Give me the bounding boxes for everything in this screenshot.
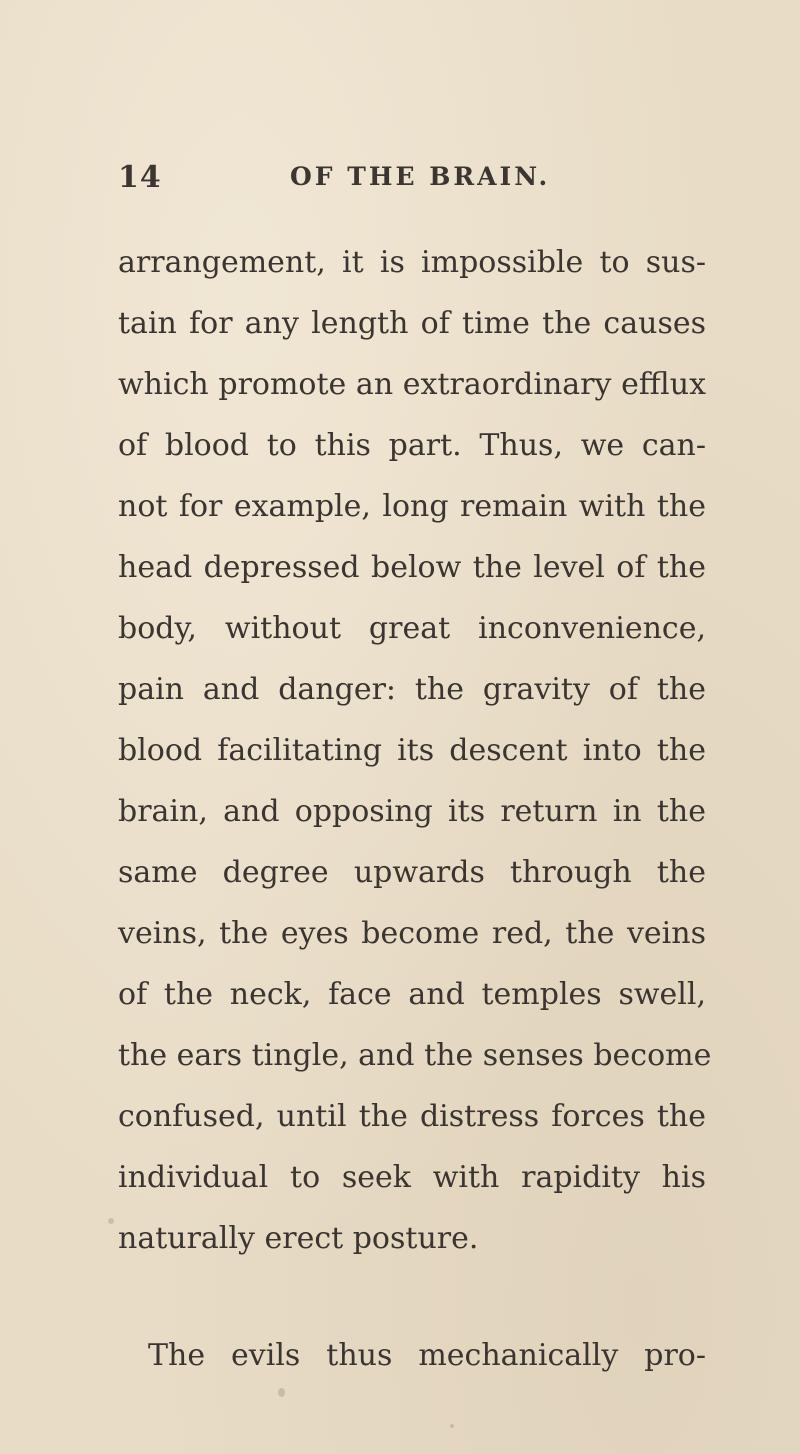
text-line: naturally erect posture. [118,1221,479,1256]
text-line: arrangement, it is impossible to sus- [118,245,706,280]
page-header [118,160,718,200]
text-line: pain and danger: the gravity of the [118,672,706,707]
text-line: of the neck, face and temples swell, [118,977,706,1012]
text-line: The evils thus mechanically pro- [148,1338,706,1373]
paper-speck [108,1218,114,1224]
paragraph-gap [118,1269,706,1325]
text-line: confused, until the distress forces the [118,1099,706,1134]
paragraph-2 [118,1325,706,1386]
text-line: not for example, long remain with the [118,489,706,524]
text-line: which promote an extraordinary efflux [118,367,706,402]
text-line: body, without great inconvenience, [118,611,706,646]
text-line: veins, the eyes become red, the veins [118,916,706,951]
text-line: the ears tingle, and the senses become [118,1038,712,1073]
paper-speck [450,1424,454,1428]
paper-speck [278,1388,285,1397]
body-text [118,232,712,1386]
text-line: individual to seek with rapidity his [118,1160,706,1195]
text-line: brain, and opposing its return in the [118,794,706,829]
text-line: of blood to this part. Thus, we can- [118,428,706,463]
text-line: same degree upwards through the [118,855,706,890]
text-line: head depressed below the level of the [118,550,706,585]
paragraph-1 [118,232,712,1269]
text-line: tain for any length of time the causes [118,306,706,341]
page-number: 14 [118,160,162,195]
text-line: blood facilitating its descent into the [118,733,706,768]
running-head: OF THE BRAIN. [290,162,551,191]
